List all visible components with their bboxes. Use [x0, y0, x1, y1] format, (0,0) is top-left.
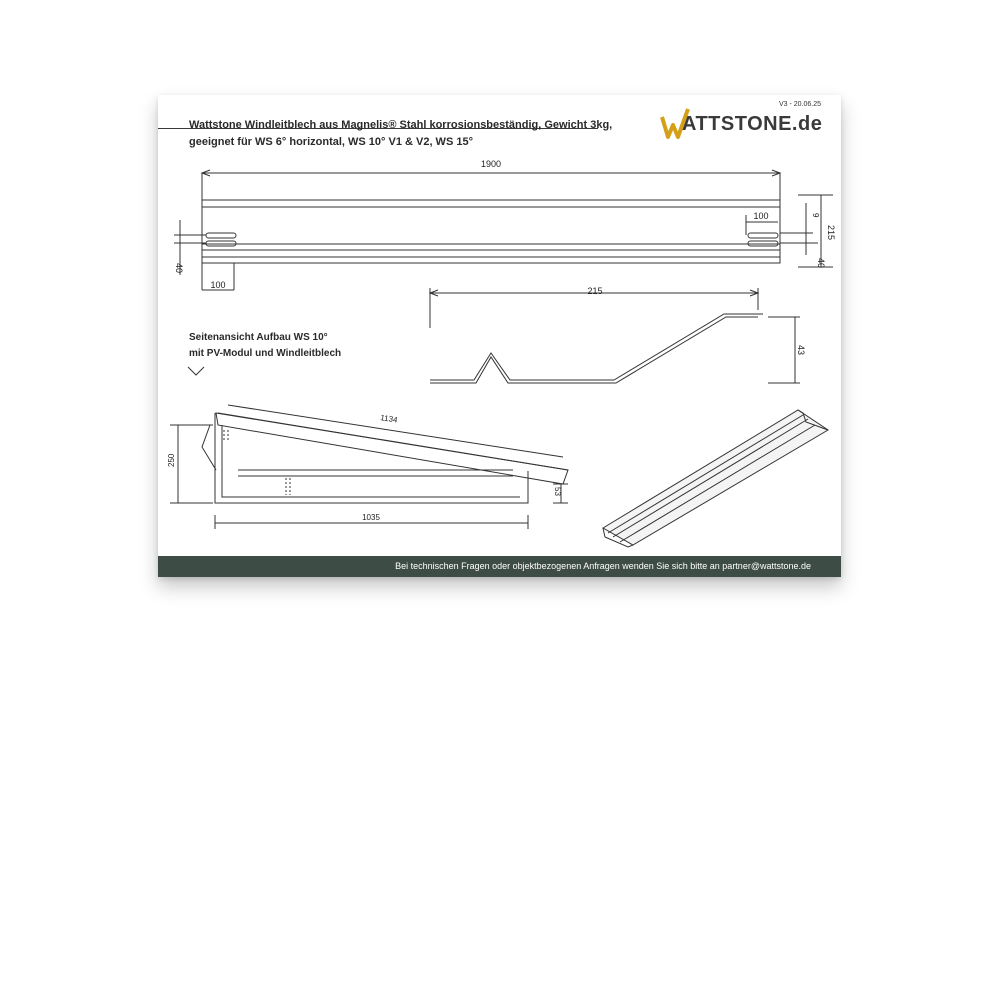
- technical-drawing-sheet: [158, 95, 841, 577]
- dim-frame-length: 1035: [362, 513, 380, 522]
- right-slot-top: [748, 233, 778, 238]
- dim-frame-height: 250: [167, 453, 176, 467]
- profile-section: [430, 288, 800, 383]
- dim-module-length: 1134: [379, 413, 399, 425]
- left-slot-top: [206, 233, 236, 238]
- dim-profile-width: 215: [587, 286, 603, 296]
- chevron-down-icon: [188, 367, 204, 375]
- side-view-title-line-1: Seitenansicht Aufbau WS 10°: [189, 332, 328, 343]
- side-view-title-line-2: mit PV-Modul und Windleitblech: [189, 348, 342, 359]
- dim-left-slot: 100: [210, 280, 226, 290]
- side-view-title: [189, 330, 341, 362]
- version-label: V3 - 20.06.25: [778, 101, 821, 108]
- plan-outline: [202, 200, 780, 263]
- footer-bar: Bei technischen Fragen oder objektbezogenen Anfragen wenden Sie sich bitte an partner@wattstone.de: [158, 556, 841, 577]
- dim-profile-height: 43: [796, 345, 806, 356]
- title-line-2: geeignet für WS 6° horizontal, WS 10° V1 & V2, WS 15°: [189, 136, 473, 148]
- dim-right-slot: 100: [753, 211, 769, 221]
- technical-drawings: [158, 95, 841, 556]
- isometric-view: [603, 410, 828, 547]
- dim-right-height: 215: [826, 225, 836, 241]
- dim-top-length: 1900: [480, 159, 502, 169]
- plan-view: [174, 170, 833, 290]
- side-view: [170, 367, 568, 529]
- title-line-1: Wattstone Windleitblech aus Magnelis® Stahl korrosionsbeständig, Gewicht 3kg,: [189, 119, 613, 131]
- logo-wordmark: ATTSTONE.de: [682, 113, 823, 135]
- dim-frame-small: 53: [553, 487, 562, 496]
- dim-left-bottom: 40: [174, 263, 184, 274]
- dim-right-small: 9: [811, 213, 820, 218]
- dim-right-bottom: 40: [816, 258, 826, 269]
